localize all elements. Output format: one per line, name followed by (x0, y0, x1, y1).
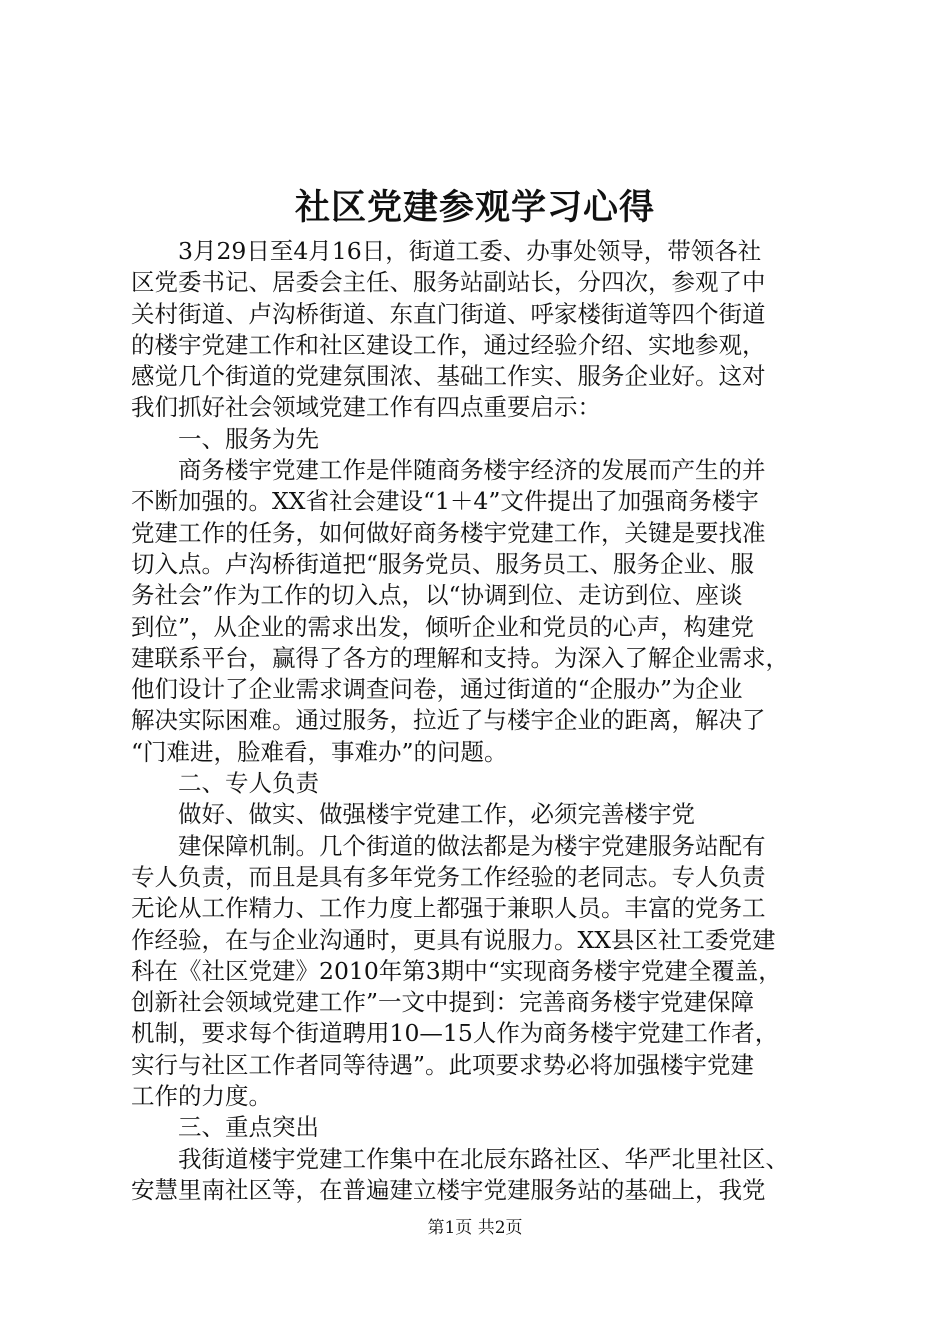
text-line: 工作的力度。 (131, 1082, 272, 1111)
text-line: 建保障机制。几个街道的做法都是为楼宇党建服务站配有 (178, 831, 766, 860)
page-number-footer: 第1页 共2页 (427, 1218, 523, 1238)
text-line: 3月29日至4月16日，街道工委、办事处领导，带领各社 (178, 237, 762, 265)
text-line: 商务楼宇党建工作是伴随商务楼宇经济的发展而产生的并 (178, 456, 766, 485)
text-line: 专人负责，而且是具有多年党务工作经验的老同志。专人负责 (131, 862, 766, 891)
text-line: 三、重点突出 (178, 1113, 319, 1142)
text-line: 关村街道、卢沟桥街道、东直门街道、呼家楼街道等四个街道 (131, 299, 766, 328)
text-line: 建联系平台，赢得了各方的理解和支持。为深入了解企业需求， (131, 643, 789, 672)
text-line: 我街道楼宇党建工作集中在北辰东路社区、华严北里社区、 (178, 1144, 789, 1173)
text-line: 科在《社区党建》2010年第3期中“实现商务楼宇党建全覆盖， (131, 956, 782, 985)
text-line: 到位”，从企业的需求出发，倾听企业和党员的心声，构建党 (131, 612, 755, 641)
text-line: 二、专人负责 (178, 769, 319, 798)
text-line: 区党委书记、居委会主任、服务站副站长，分四次，参观了中 (131, 268, 766, 297)
text-line: 的楼宇党建工作和社区建设工作，通过经验介绍、实地参观， (131, 330, 766, 359)
text-line: “门难进，脸难看，事难办”的问题。 (131, 737, 508, 766)
text-line: 切入点。卢沟桥街道把“服务党员、服务员工、服务企业、服 (131, 549, 755, 578)
text-line: 实行与社区工作者同等待遇”。此项要求势必将加强楼宇党建 (131, 1050, 755, 1079)
text-line: 党建工作的任务，如何做好商务楼宇党建工作，关键是要找准 (131, 518, 766, 547)
document-body (131, 236, 831, 1206)
text-line: 解决实际困难。通过服务，拉近了与楼宇企业的距离，解决了 (131, 706, 766, 735)
text-line: 感觉几个街道的党建氛围浓、基础工作实、服务企业好。这对 (131, 362, 766, 391)
text-line: 机制，要求每个街道聘用10—15人作为商务楼宇党建工作者， (131, 1019, 779, 1048)
text-line: 作经验，在与企业沟通时，更具有说服力。XX县区社工委党建 (131, 925, 776, 954)
text-line: 他们设计了企业需求调查问卷，通过街道的“企服办”为企业 (131, 675, 743, 704)
text-line: 务社会”作为工作的切入点，以“协调到位、走访到位、座谈 (131, 581, 743, 610)
text-line: 不断加强的。XX省社会建设“1＋4”文件提出了加强商务楼宇 (131, 487, 759, 516)
text-line: 创新社会领域党建工作”一文中提到：完善商务楼宇党建保障 (131, 988, 755, 1017)
text-line: 一、服务为先 (178, 424, 319, 453)
text-line: 做好、做实、做强楼宇党建工作，必须完善楼宇党 (178, 800, 695, 829)
document-title: 社区党建参观学习心得 (294, 187, 655, 228)
text-line: 我们抓好社会领域党建工作有四点重要启示： (131, 393, 601, 422)
text-line: 安慧里南社区等，在普遍建立楼宇党建服务站的基础上，我党 (131, 1175, 766, 1204)
text-line: 无论从工作精力、工作力度上都强于兼职人员。丰富的党务工 (131, 894, 766, 923)
